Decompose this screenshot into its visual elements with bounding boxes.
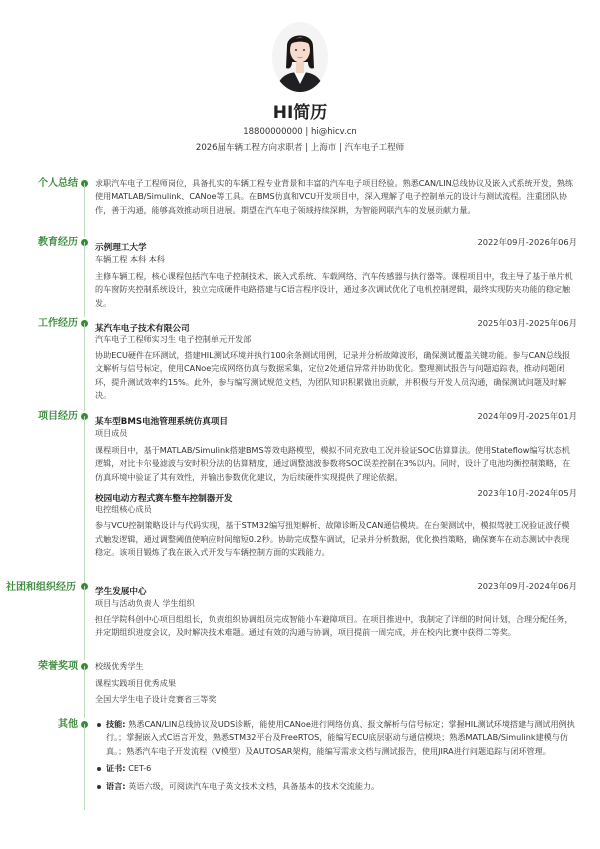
other-item-title: 证书: (106, 763, 129, 774)
section-label: 其他 (58, 719, 78, 730)
resume-name: HI简历 (272, 103, 328, 123)
work-text: 协助ECU硬件在环测试，搭建HIL测试环境并执行100余条测试用例，记录并分析故障波形，确保测试覆盖关键功能。参与CAN总线报文解析与信号标定，使用CANoe完成网络仿真与数据采集，定位2处通信异常并协助优化。整理测试报告与问题追踪表，推动问题闭环，提升测试效率约15%。此外，参与编写测试规范文档，为团队知识积累做出贡献，并积极与开发人员沟通，确保测试问题及时解决。 (95, 350, 571, 401)
other-item-text: 熟悉CAN/LIN总线协议及UDS诊断，能使用CANoe进行网络仿真、报文解析与信号标定；掌握HIL测试环境搭建与测试用例执行。；掌握嵌入式C语言开发，熟悉STM32平台及FreeRTOS，能编写ECU底层驱动与通信模块；熟悉MATLAB/Simulink建模与仿真。；熟悉汽车电子开发流程（V模型）及AUTOSAR架构，能编写需求文档与测试报告，使用JIRA进行问题追踪与闭环管理。 (106, 719, 575, 756)
company-name: 某汽车电子技术有限公司 (95, 324, 190, 334)
contact-line: 18800000000 | hi@hicv.cn (243, 127, 357, 137)
activities-section (0, 580, 600, 654)
job-intent-line: 2026届车辆工程方向求职者 | 上海市 | 汽车电子工程师 (195, 143, 405, 153)
timeline-line (84, 724, 85, 810)
education-section (0, 236, 600, 311)
avatar (272, 22, 328, 92)
section-label: 个人总结 (38, 178, 78, 189)
award-item: 全国大学生电子设计竞赛省三等奖 (95, 694, 217, 704)
award-item: 课程实践项目优秀成果 (95, 677, 176, 688)
project-text: 参与VCU控制策略设计与代码实现，基于STM32编写扭矩解析、故障诊断及CAN通信模块。在台架测试中，模拟驾驶工况验证波仔模式触发逻辑，通过调整阈值使响应时间缩短0.2秒。协助完成整车调试，记录并分析数据，优化换挡策略，确保赛车在动态测试中表现稳定。该项目锻炼了我在嵌入式开发与车辆控制方面的实践能力。 (95, 520, 570, 558)
project-role: 项目成员 (95, 428, 128, 438)
timeline-line (84, 666, 85, 718)
work-date: 2025年03月-2025年06月 (477, 318, 577, 328)
project-date: 2023年10月-2024年05月 (477, 488, 577, 499)
degree: 车辆工程 本科 本科 (95, 254, 165, 264)
other-item-title: 技能: (106, 719, 129, 729)
other-section (0, 718, 600, 818)
project-role: 电控组核心成员 (95, 504, 152, 515)
activity-role: 项目与活动负责人 学生组织 (95, 598, 195, 608)
summary-section (0, 177, 600, 231)
project-name: 校园电动方程式赛车整车控制器开发 (95, 494, 233, 505)
section-label: 社团和组织经历 (6, 582, 76, 593)
other-item-text: CET-6 (128, 763, 152, 774)
awards-section (0, 660, 600, 712)
section-label: 教育经历 (38, 237, 78, 248)
activity-date: 2023年09月-2024年06月 (477, 581, 577, 591)
section-label: 项目经历 (38, 411, 78, 422)
school-name: 示例理工大学 (95, 243, 147, 253)
other-item-skills (95, 718, 577, 758)
other-item-text: 英语六级，可阅读汽车电子英文技术文档，具备基本的技术交流能力。 (128, 780, 380, 791)
projects-section (0, 410, 600, 578)
timeline-line (84, 323, 85, 411)
work-role: 汽车电子工程师实习生 电子控制单元开发部 (95, 334, 252, 344)
project-name: 某车型BMS电池管理系统仿真项目 (95, 417, 229, 427)
timeline-line (84, 242, 85, 317)
work-section (0, 317, 600, 405)
award-item: 校级优秀学生 (95, 661, 144, 671)
section-label: 工作经历 (38, 318, 78, 329)
project-text: 课程项目中，基于MATLAB/Simulink搭建BMS等效电路模型，模拟不同充放电工况并验证SOC估算算法。使用Stateflow编写状态机逻辑，对比卡尔曼滤波与安时积分法的估算精度，通过调整滤波参数将SOC误差控制在3%以内。同时，设计了电池均衡控制策略，在仿真环境中验证了其有效性，并输出参数优化建议，为后续硬件实现提供了理论依据。 (95, 445, 571, 482)
other-item-title: 语言: (106, 780, 129, 791)
section-label: 荣誉奖项 (38, 661, 78, 672)
contact-info (0, 124, 600, 156)
timeline-line (84, 586, 85, 660)
timeline-line (84, 416, 85, 584)
activity-text: 担任学院科创中心项目组组长，负责组织协调组员完成智能小车避障项目。在项目推进中，我制定了详细的时间计划，合理分配任务，并定期组织进度会议，及时解决技术难题。通过有效的沟通与协调，项目提前一周完成，并在校内比赛中获得二等奖。 (95, 614, 573, 638)
other-item-certificate (95, 762, 577, 775)
project-date: 2024年09月-2025年01月 (477, 411, 577, 421)
avatar-photo (272, 22, 328, 92)
summary-text: 求职汽车电子工程师岗位，具备扎实的车辆工程专业背景和丰富的汽车电子项目经验。熟悉CAN/LIN总线协议及嵌入式系统开发，熟练使用MATLAB/Simulink、CANoe等工具。在BMS仿真和VCU开发项目中，深入理解了电子控制单元的设计与测试流程。注重团队协作，善于沟通，能够高效推动项目进展。期望在汽车电子领域持续深耕，为智能网联汽车的发展贡献力量。 (95, 178, 574, 215)
other-item-language (95, 780, 577, 793)
education-date: 2022年09月-2026年06月 (477, 237, 577, 247)
education-text: 主修车辆工程，核心课程包括汽车电子控制技术、嵌入式系统、车载网络、汽车传感器与执行器等。课程项目中，我主导了基于单片机的车窗防夹控制系统设计，独立完成硬件电路搭建与C语言程序设计，通过多次调试优化了电机控制逻辑，最终实现防夹功能的稳定触发。 (95, 271, 573, 308)
timeline-line (84, 183, 85, 237)
org-name: 学生发展中心 (95, 587, 147, 597)
